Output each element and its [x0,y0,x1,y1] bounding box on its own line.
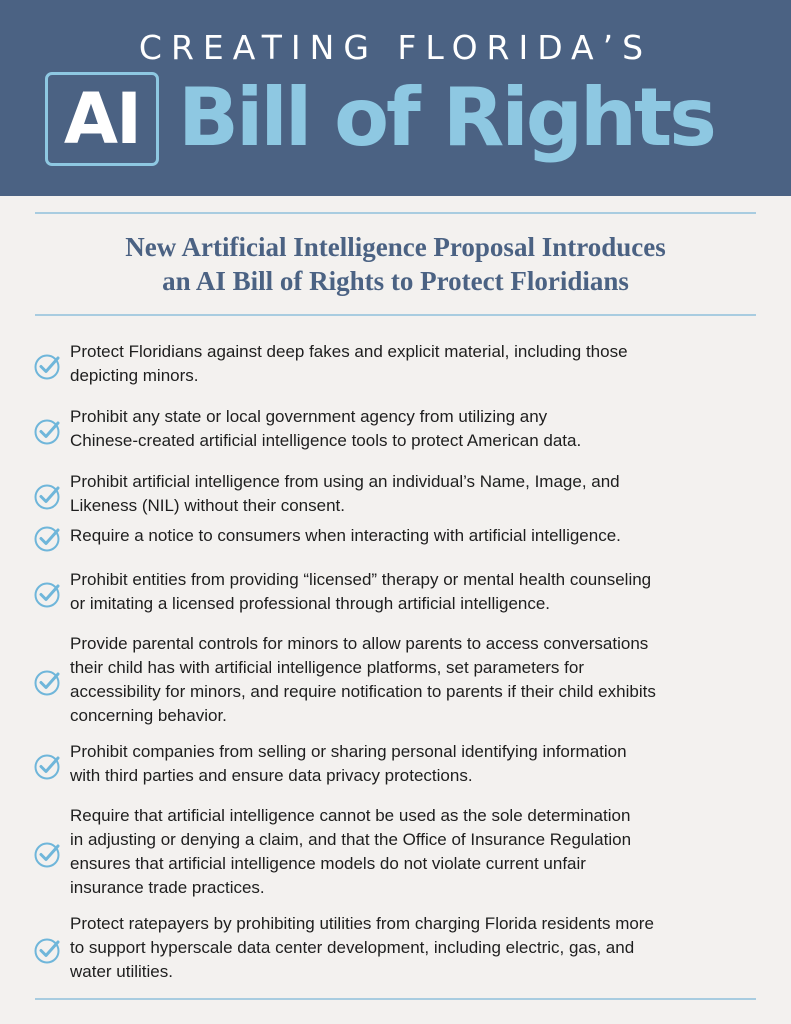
list-item-line: Require a notice to consumers when interacting with artificial intelligence. [70,526,621,545]
list-item-line: insurance trade practices. [70,878,265,897]
list-item-line: with third parties and ensure data privacy protections. [70,766,473,785]
top-divider [35,212,756,214]
list-item-text [70,740,760,788]
check-circle-icon [34,482,62,510]
ai-badge [45,72,159,166]
list-item-line: to support hyperscale data center development, including electric, gas, and [70,938,635,957]
list-item-text [70,340,760,388]
header-kicker: CREATING FLORIDA’S [138,28,653,67]
list-item-line: Chinese-created artificial intelligence tools to protect American data. [70,431,582,450]
list-item-line: Prohibit artificial intelligence from using an individual’s Name, Image, and [70,472,620,491]
list-item-text [70,632,760,728]
ai-badge-text: AI [63,78,141,160]
subtitle-line-2: an AI Bill of Rights to Protect Floridians [162,266,629,296]
list-item-text [70,524,760,548]
check-circle-icon [34,752,62,780]
list-item-line: depicting minors. [70,366,199,385]
check-circle-icon [34,417,62,445]
bottom-divider [35,998,756,1000]
list-item-line: in adjusting or denying a claim, and that the Office of Insurance Regulation [70,830,632,849]
list-item-line: Likeness (NIL) without their consent. [70,496,345,515]
page-title: Bill of Rights [178,71,714,164]
check-circle-icon [34,580,62,608]
middle-divider [35,314,756,316]
check-circle-icon [34,524,62,552]
list-item-text [70,568,760,616]
list-item-line: or imitating a licensed professional through artificial intelligence. [70,594,551,613]
list-item-text [70,405,760,453]
list-item-line: water utilities. [70,962,173,981]
list-item-line: Protect ratepayers by prohibiting utilities from charging Florida residents more [70,914,654,933]
list-item-line: accessibility for minors, and require notification to parents if their child exhibits [70,682,656,701]
check-circle-icon [34,668,62,696]
list-item-text [70,912,760,984]
check-circle-icon [34,352,62,380]
list-item-line: ensures that artificial intelligence models do not violate current unfair [70,854,586,873]
list-item-text [70,470,760,518]
list-item-line: concerning behavior. [70,706,227,725]
list-item-line: Prohibit any state or local government agency from utilizing any [70,407,548,426]
list-item-line: Provide parental controls for minors to allow parents to access conversations [70,634,649,653]
list-item-line: Protect Floridians against deep fakes and explicit material, including those [70,342,628,361]
header-banner [0,0,791,196]
check-circle-icon [34,936,62,964]
subtitle-line-1: New Artificial Intelligence Proposal Introduces [125,232,666,262]
list-item-line: Prohibit companies from selling or sharing personal identifying information [70,742,627,761]
list-item-text [70,804,760,900]
list-item-line: Prohibit entities from providing “licensed” therapy or mental health counseling [70,570,652,589]
list-item-line: their child has with artificial intelligence platforms, set parameters for [70,658,584,677]
list-item-line: Require that artificial intelligence cannot be used as the sole determination [70,806,631,825]
check-circle-icon [34,840,62,868]
subtitle [35,230,756,298]
